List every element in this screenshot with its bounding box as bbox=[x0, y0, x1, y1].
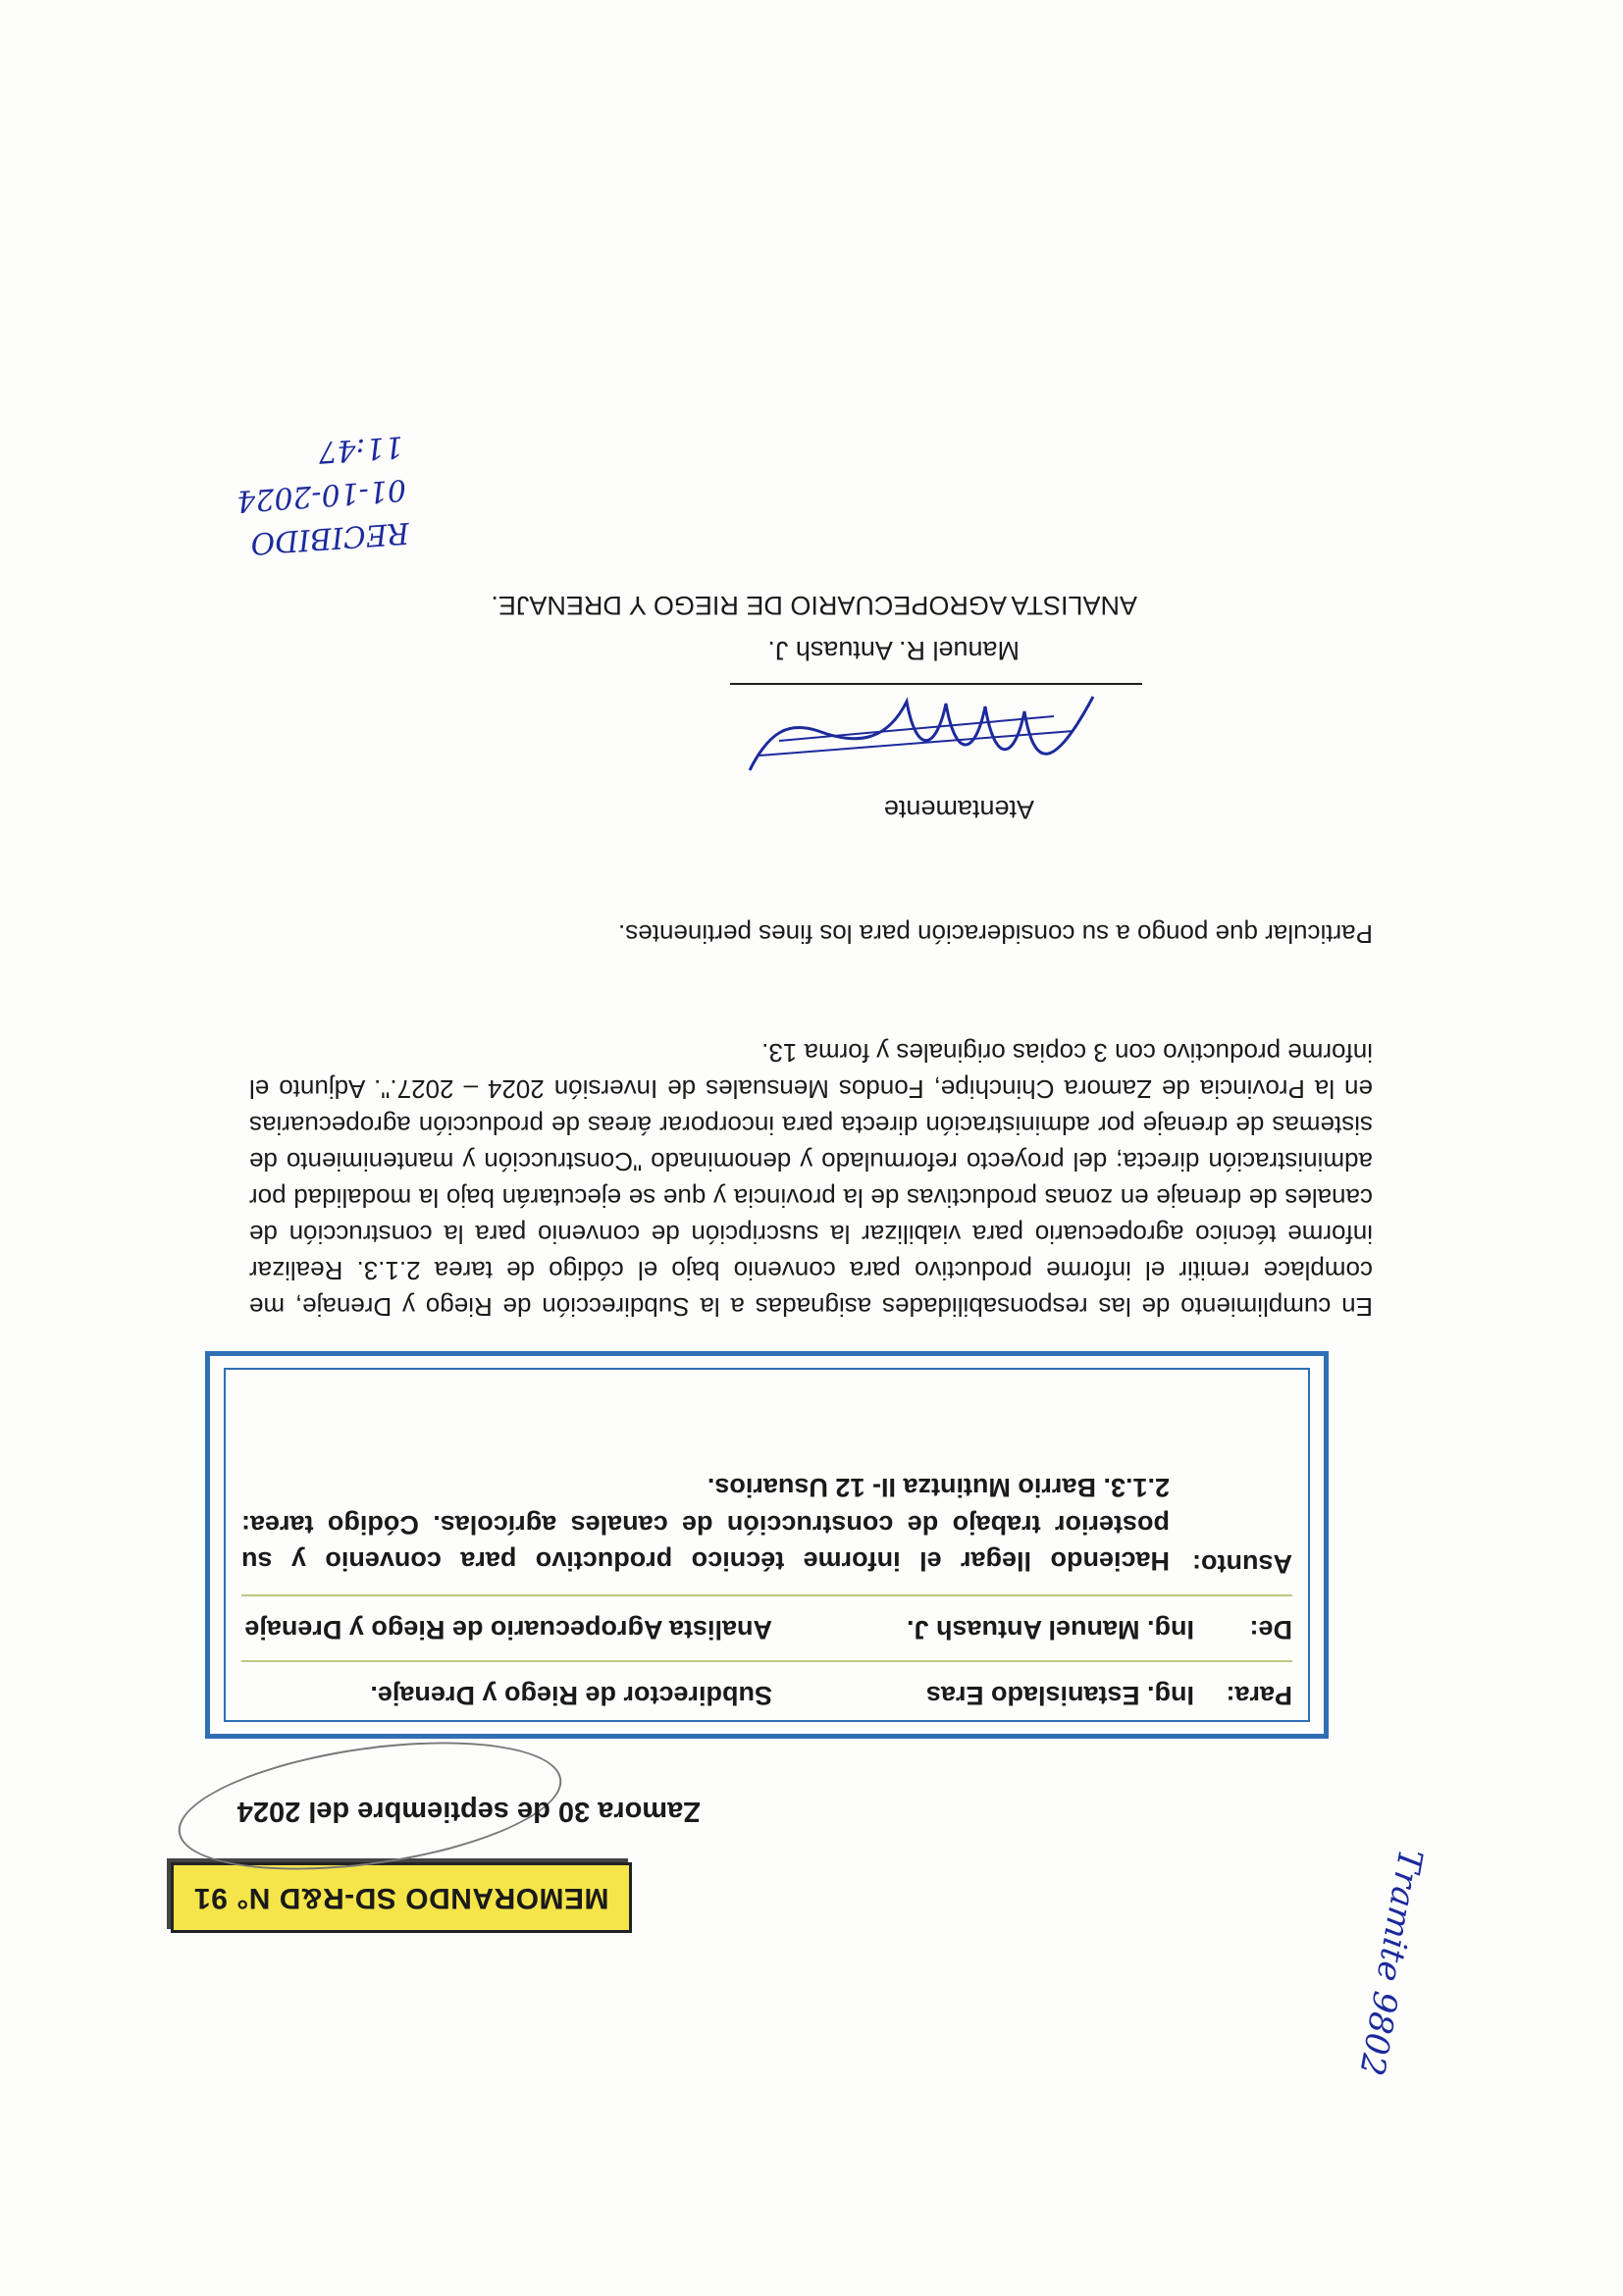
body-paragraph-1: En cumplimiento de las responsabilidades asignadas a la Subdirección de Riego y Drenaje, me complace remitir el informe productivo para convenio bajo el código de tarea 2.1.3. Realizar informe técnico agropecuario para viabilizar la suscripción de convenio para la construcción de canales de drenaje en zonas productivas de la provincia y que se ejecutarán bajo la modalidad por administración directa; del proyecto reformulado y denominado "Construcción y mantenimiento de sistemas de drenaje por administración directa para incorporar áreas de producción agropecuarias en la Provincia de Zamora Chinchipe, Fondos Mensuales de Inversión 2024 – 2027.". Adjunto el informe productivo con 3 copias originales y forma 13. bbox=[249, 1038, 1373, 1322]
from-label: De: bbox=[1249, 1615, 1292, 1644]
subject-text: Haciendo llegar el informe técnico productivo para convenio y su posterior trabajo de construcción de canales agrícolas. Código tarea: 2.1.3. Barrio Mutintza II- 12 Usuarios. bbox=[241, 1473, 1170, 1576]
memo-title-box bbox=[171, 1862, 632, 1933]
received-label: RECIBIDO bbox=[249, 514, 411, 561]
signer-name: Manuel R. Antuash J. bbox=[767, 636, 1020, 665]
memo-header-box bbox=[205, 1351, 1329, 1739]
received-handwritten-note bbox=[233, 424, 411, 565]
header-row-subject bbox=[241, 1469, 1292, 1579]
to-name: Ing. Estanislado Eras bbox=[925, 1681, 1194, 1710]
closing-salutation: Atentamente bbox=[883, 795, 1034, 824]
handwritten-signature bbox=[740, 677, 1113, 790]
signature-line bbox=[730, 683, 1142, 685]
received-time: 11:47 bbox=[317, 429, 404, 470]
header-row-from bbox=[241, 1594, 1292, 1644]
memo-header-inner bbox=[224, 1368, 1310, 1722]
from-role: Analista Agropecuario de Riego y Drenaje bbox=[244, 1615, 772, 1644]
to-label: Para: bbox=[1226, 1681, 1292, 1710]
header-row-to bbox=[241, 1660, 1292, 1710]
subject-label: Asunto: bbox=[1192, 1549, 1292, 1579]
to-role: Subdirector de Riego y Drenaje. bbox=[370, 1681, 772, 1710]
margin-handwritten-note: Tramite 9802 bbox=[1351, 1846, 1431, 2079]
signer-title: ANALISTA AGROPECUARIO DE RIEGO Y DRENAJE. bbox=[491, 591, 1137, 620]
body-paragraph-2: Particular que pongo a su consideración para los fines pertinentes. bbox=[618, 919, 1373, 949]
received-date: 01-10-2024 bbox=[236, 472, 408, 518]
from-name: Ing. Manuel Antuash J. bbox=[906, 1615, 1194, 1644]
memo-title: MEMORANDO SD-R&D N° 91 bbox=[193, 1882, 609, 1914]
place-date: Zamora 30 de septiembre del 2024 bbox=[236, 1796, 701, 1827]
